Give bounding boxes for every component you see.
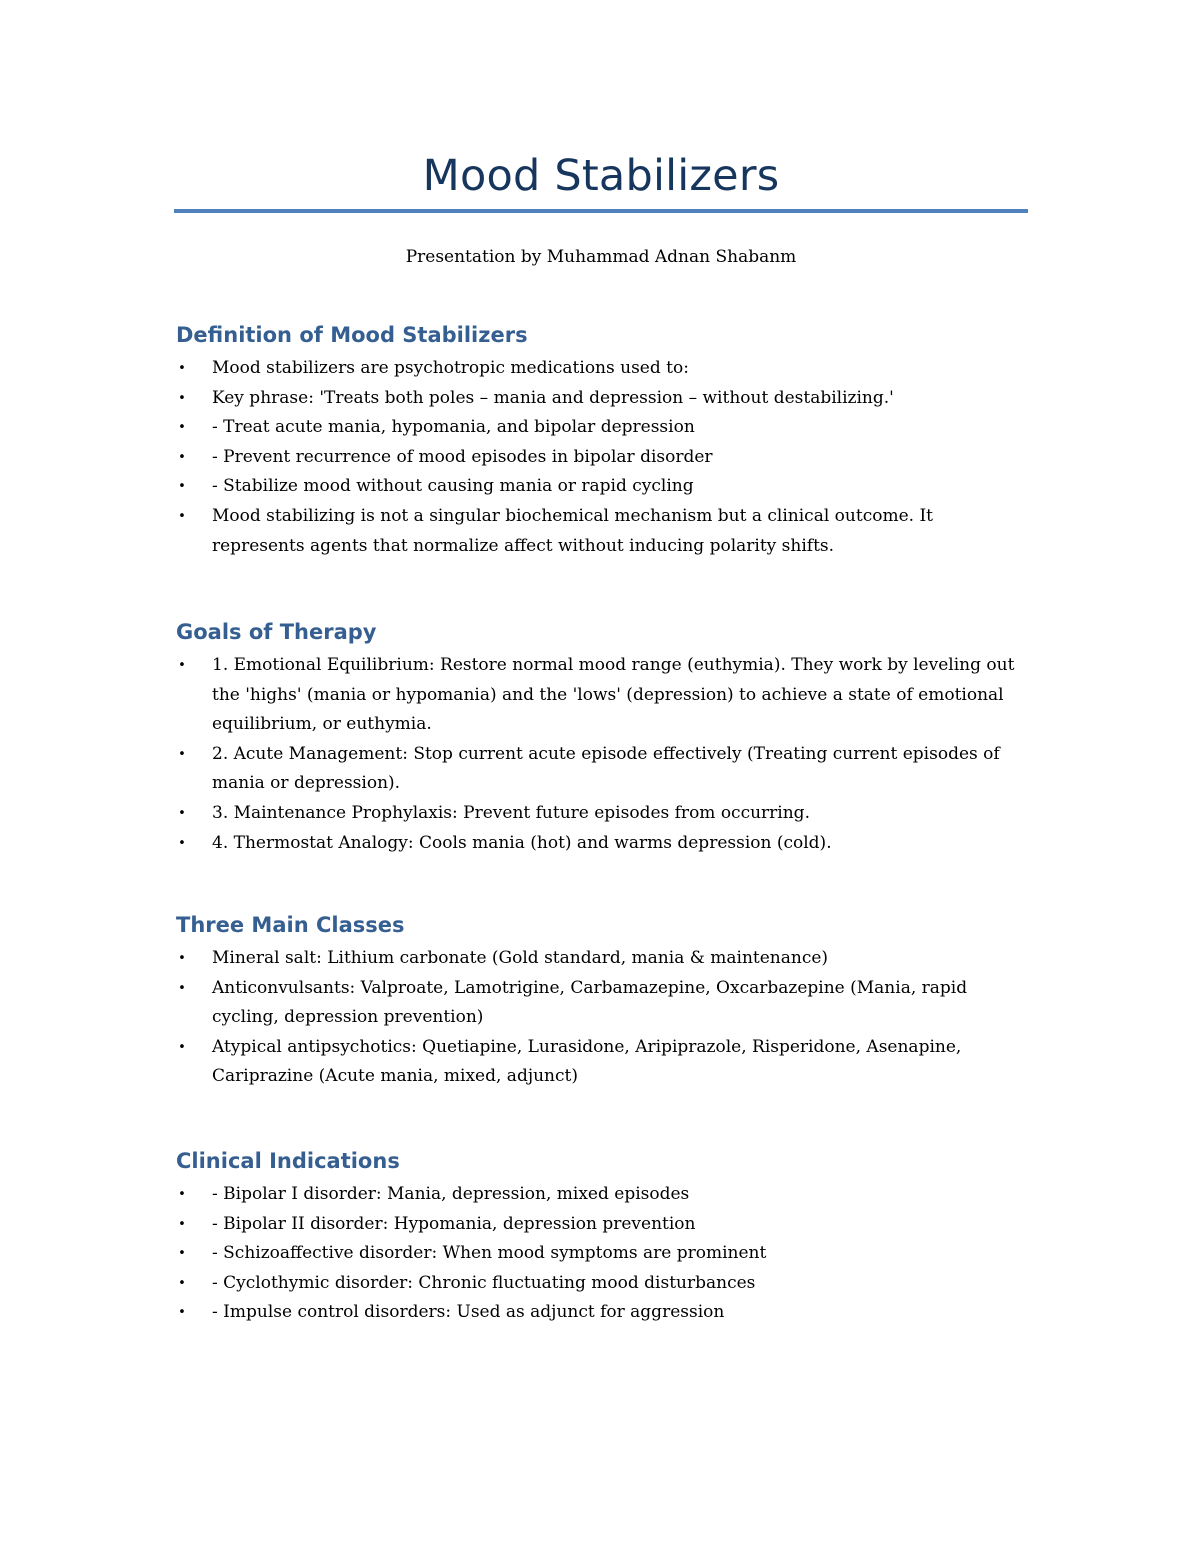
bullet-icon: • (178, 508, 186, 524)
list-item (176, 651, 1028, 740)
list-item (176, 829, 1028, 859)
list-item (176, 1210, 1028, 1240)
list-item (176, 472, 1028, 502)
bullet-icon: • (178, 449, 186, 465)
list-item (176, 1239, 1028, 1269)
list-item (176, 1298, 1028, 1328)
bullet-icon: • (178, 658, 186, 673)
list-item (176, 1180, 1028, 1210)
list-item-text: - Cyclothymic disorder: Chronic fluctuating mood disturbances (212, 1272, 756, 1293)
bullet-icon: • (178, 479, 186, 495)
list-item-text: 1. Emotional Equilibrium: Restore normal mood range (euthymia). They work by leveling out the 'highs' (mania or hypomania) and the 'lows' (depression) to achieve a state of emotional equilibrium, or euthymia. (212, 655, 1015, 735)
list-item-text: Mood stabilizing is not a singular biochemical mechanism but a clinical outcome. It represents agents that normalize affect without inducing polarity shifts. (212, 505, 933, 556)
list-item-text: - Treat acute mania, hypomania, and bipolar depression (212, 417, 695, 438)
bullet-icon: • (178, 746, 186, 762)
bullet-list (176, 1180, 1028, 1328)
section-goals (176, 617, 1028, 858)
list-item-text: 3. Maintenance Prophylaxis: Prevent future episodes from occurring. (212, 802, 810, 823)
title-underline-rule (174, 209, 1028, 213)
list-item-text: - Impulse control disorders: Used as adjunct for aggression (212, 1302, 725, 1323)
section-definition (176, 320, 1028, 561)
section-indications (176, 1146, 1028, 1328)
bullet-list (176, 944, 1028, 1092)
bullet-icon: • (178, 361, 186, 376)
bullet-icon: • (178, 390, 186, 406)
list-item (176, 974, 1028, 1033)
section-heading: Goals of Therapy (176, 620, 377, 644)
list-item-text: 4. Thermostat Analogy: Cools mania (hot) and warms depression (cold). (212, 832, 832, 853)
bullet-icon: • (178, 1275, 186, 1291)
list-item (176, 502, 1028, 561)
list-item-text: 2. Acute Management: Stop current acute episode effectively (Treating current episodes of mania or depression). (212, 743, 1000, 794)
list-item (176, 799, 1028, 829)
bullet-list (176, 651, 1028, 858)
list-item (176, 413, 1028, 443)
list-item (176, 384, 1028, 414)
list-item (176, 944, 1028, 974)
bullet-icon: • (178, 835, 186, 851)
list-item-text: - Stabilize mood without causing mania or rapid cycling (212, 476, 694, 497)
list-item-text: Anticonvulsants: Valproate, Lamotrigine, Carbamazepine, Oxcarbazepine (Mania, rapid cycling, depression prevention) (212, 977, 968, 1028)
section-heading: Definition of Mood Stabilizers (176, 323, 528, 347)
list-item (176, 443, 1028, 473)
document-subtitle: Presentation by Muhammad Adnan Shabanm (405, 247, 797, 267)
list-item-text: Atypical antipsychotics: Quetiapine, Lurasidone, Aripiprazole, Risperidone, Asenapine, Cariprazine (Acute mania, mixed, adjunct) (212, 1036, 962, 1087)
list-item-text: Mineral salt: Lithium carbonate (Gold standard, mania & maintenance) (212, 948, 829, 968)
list-item-text: - Bipolar II disorder: Hypomania, depression prevention (212, 1213, 696, 1234)
list-item (176, 354, 1028, 384)
bullet-icon: • (178, 1246, 186, 1262)
bullet-icon: • (178, 1187, 186, 1202)
bullet-icon: • (178, 805, 186, 821)
section-classes (176, 910, 1028, 1092)
list-item (176, 740, 1028, 799)
list-item-text: Mood stabilizers are psychotropic medications used to: (212, 358, 689, 378)
bullet-icon: • (178, 1216, 186, 1232)
list-item (176, 1033, 1028, 1092)
list-item-text: - Schizoaffective disorder: When mood symptoms are prominent (212, 1243, 767, 1264)
bullet-icon: • (178, 1039, 186, 1055)
list-item-text: - Prevent recurrence of mood episodes in bipolar disorder (212, 446, 713, 467)
document-title: Mood Stabilizers (422, 151, 780, 201)
bullet-icon: • (178, 420, 186, 436)
list-item-text: - Bipolar I disorder: Mania, depression, mixed episodes (212, 1184, 690, 1204)
section-heading: Three Main Classes (176, 913, 405, 937)
bullet-icon: • (178, 1305, 186, 1321)
list-item (176, 1269, 1028, 1299)
bullet-icon: • (178, 980, 186, 996)
section-heading: Clinical Indications (176, 1149, 400, 1173)
bullet-list (176, 354, 1028, 561)
bullet-icon: • (178, 951, 186, 966)
list-item-text: Key phrase: 'Treats both poles – mania and depression – without destabilizing.' (212, 387, 894, 408)
